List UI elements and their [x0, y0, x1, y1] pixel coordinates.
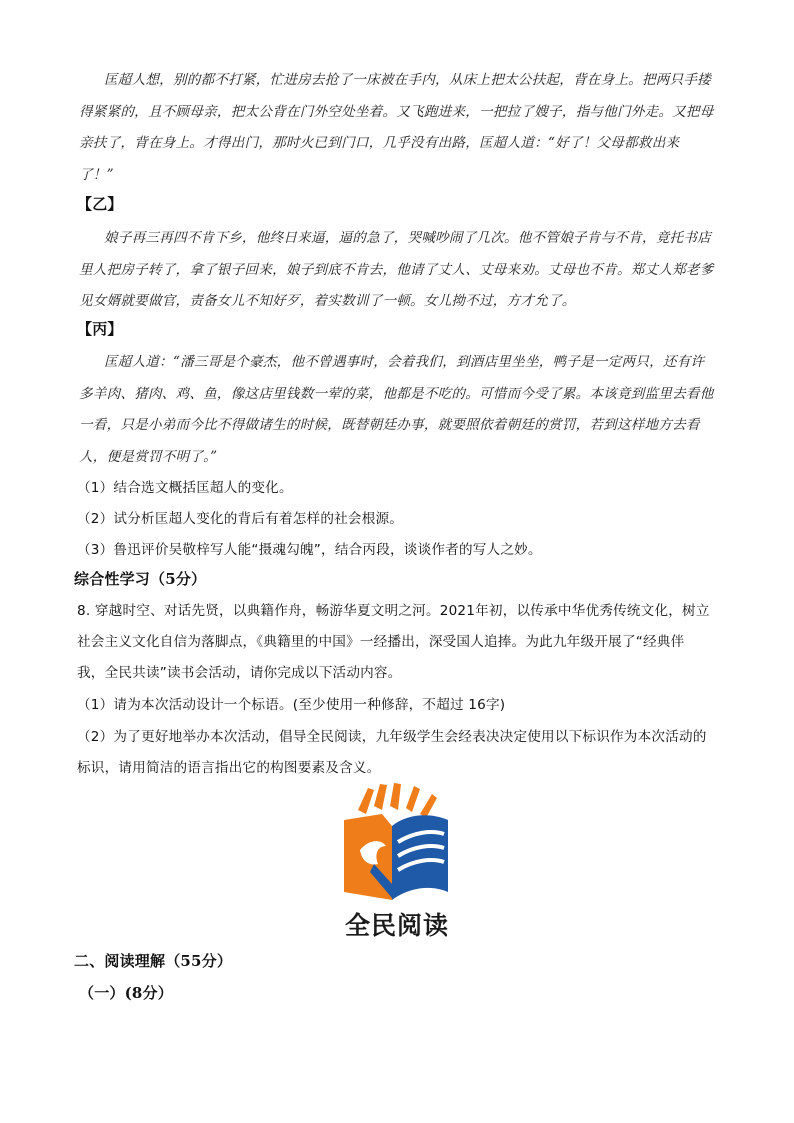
question-7-2: （2）试分析匡超人变化的背后有着怎样的社会根源。	[77, 511, 404, 527]
book-right-page	[392, 815, 448, 900]
question-8-line-1: 8. 穿越时空、对话先贤，以典籍作舟，畅游华夏文明之河。2021年初，以传承中华优秀传统文化，树立	[77, 603, 710, 619]
question-7-3: （3）鲁迅评价吴敬梓写人能“摄魂勾魄”，结合丙段，谈谈作者的写人之妙。	[77, 542, 542, 558]
passage-jia-line-4: 了！”	[79, 167, 114, 183]
page-rays	[358, 783, 437, 818]
question-8-line-3: 我，全民共读”读书会活动，请你完成以下活动内容。	[77, 665, 402, 681]
passage-yi-line-1: 娘子再三再四不肯下乡，他终日来逼，逼的急了，哭喊吵闹了几次。他不管娘子肯与不肯，竟托书店	[104, 230, 711, 246]
reading-logo	[334, 780, 460, 940]
question-8-2-line-1: （2）为了更好地举办本次活动，倡导全民阅读，九年级学生会经表决决定使用以下标识作为本次活动的	[77, 729, 707, 745]
logo-caption: 全民阅读	[344, 911, 449, 940]
passage-bing-line-2: 多羊肉、猪肉、鸡、鱼，像这店里钱数一荤的菜，他都是不吃的。可惜而今受了累。本该竟到监里去看他	[79, 386, 714, 402]
sub-section-heading: （一）(8分）	[79, 984, 173, 1002]
passage-yi-line-3: 见女婿就要做官，责备女儿不知好歹，着实数训了一顿。女儿拗不过，方才允了。	[79, 293, 576, 309]
question-8-line-2: 社会主义文化自信为落脚点，《典籍里的中国》一经播出，深受国人追捧。为此九年级开展了“经典伴	[77, 634, 685, 650]
passage-bing-marker: 【丙】	[77, 320, 123, 338]
book-hand-icon	[334, 780, 460, 906]
passage-bing-line-3: 一看，只是小弟而今比不得做诸生的时候，既替朝廷办事，就要照依着朝廷的赏罚，若到这样地方去看	[79, 417, 700, 433]
passage-jia-line-2: 得紧紧的，且不顾母亲，把太公背在门外空处坐着。又飞跑进来，一把拉了嫂子，指与他门外走。又把母	[79, 104, 714, 120]
section-comprehensive-heading: 综合性学习（5分）	[74, 570, 207, 588]
passage-jia-line-1: 匡超人想，别的都不打紧，忙进房去抢了一床被在手内，从床上把太公扶起，背在身上。把两只手搂	[104, 72, 711, 88]
passage-yi-marker: 【乙】	[77, 195, 123, 213]
question-7-1: （1）结合选文概括匡超人的变化。	[77, 480, 293, 496]
passage-yi-line-2: 里人把房子转了，拿了银子回来，娘子到底不肯去，他请了丈人、丈母来劝。丈母也不肯。郑丈人郑老爹	[79, 262, 714, 278]
section-reading-heading: 二、阅读理解（55分）	[74, 952, 233, 970]
passage-bing-line-1: 匡超人道：“潘三哥是个豪杰，他不曾遇事时，会着我们，到酒店里坐坐，鸭子是一定两只，还有许	[104, 354, 705, 370]
question-8-2-line-2: 标识，请用简洁的语言指出它的构图要素及含义。	[77, 760, 381, 776]
question-8-1: （1）请为本次活动设计一个标语。(至少使用一种修辞，不超过 16字)	[77, 697, 506, 713]
passage-bing-line-4: 人，便是赏罚不明了。”	[79, 449, 218, 465]
passage-jia-line-3: 亲扶了，背在身上。才得出门，那时火已到门口，几乎没有出路，匡超人道：“好了！父母都救出来	[79, 135, 680, 151]
